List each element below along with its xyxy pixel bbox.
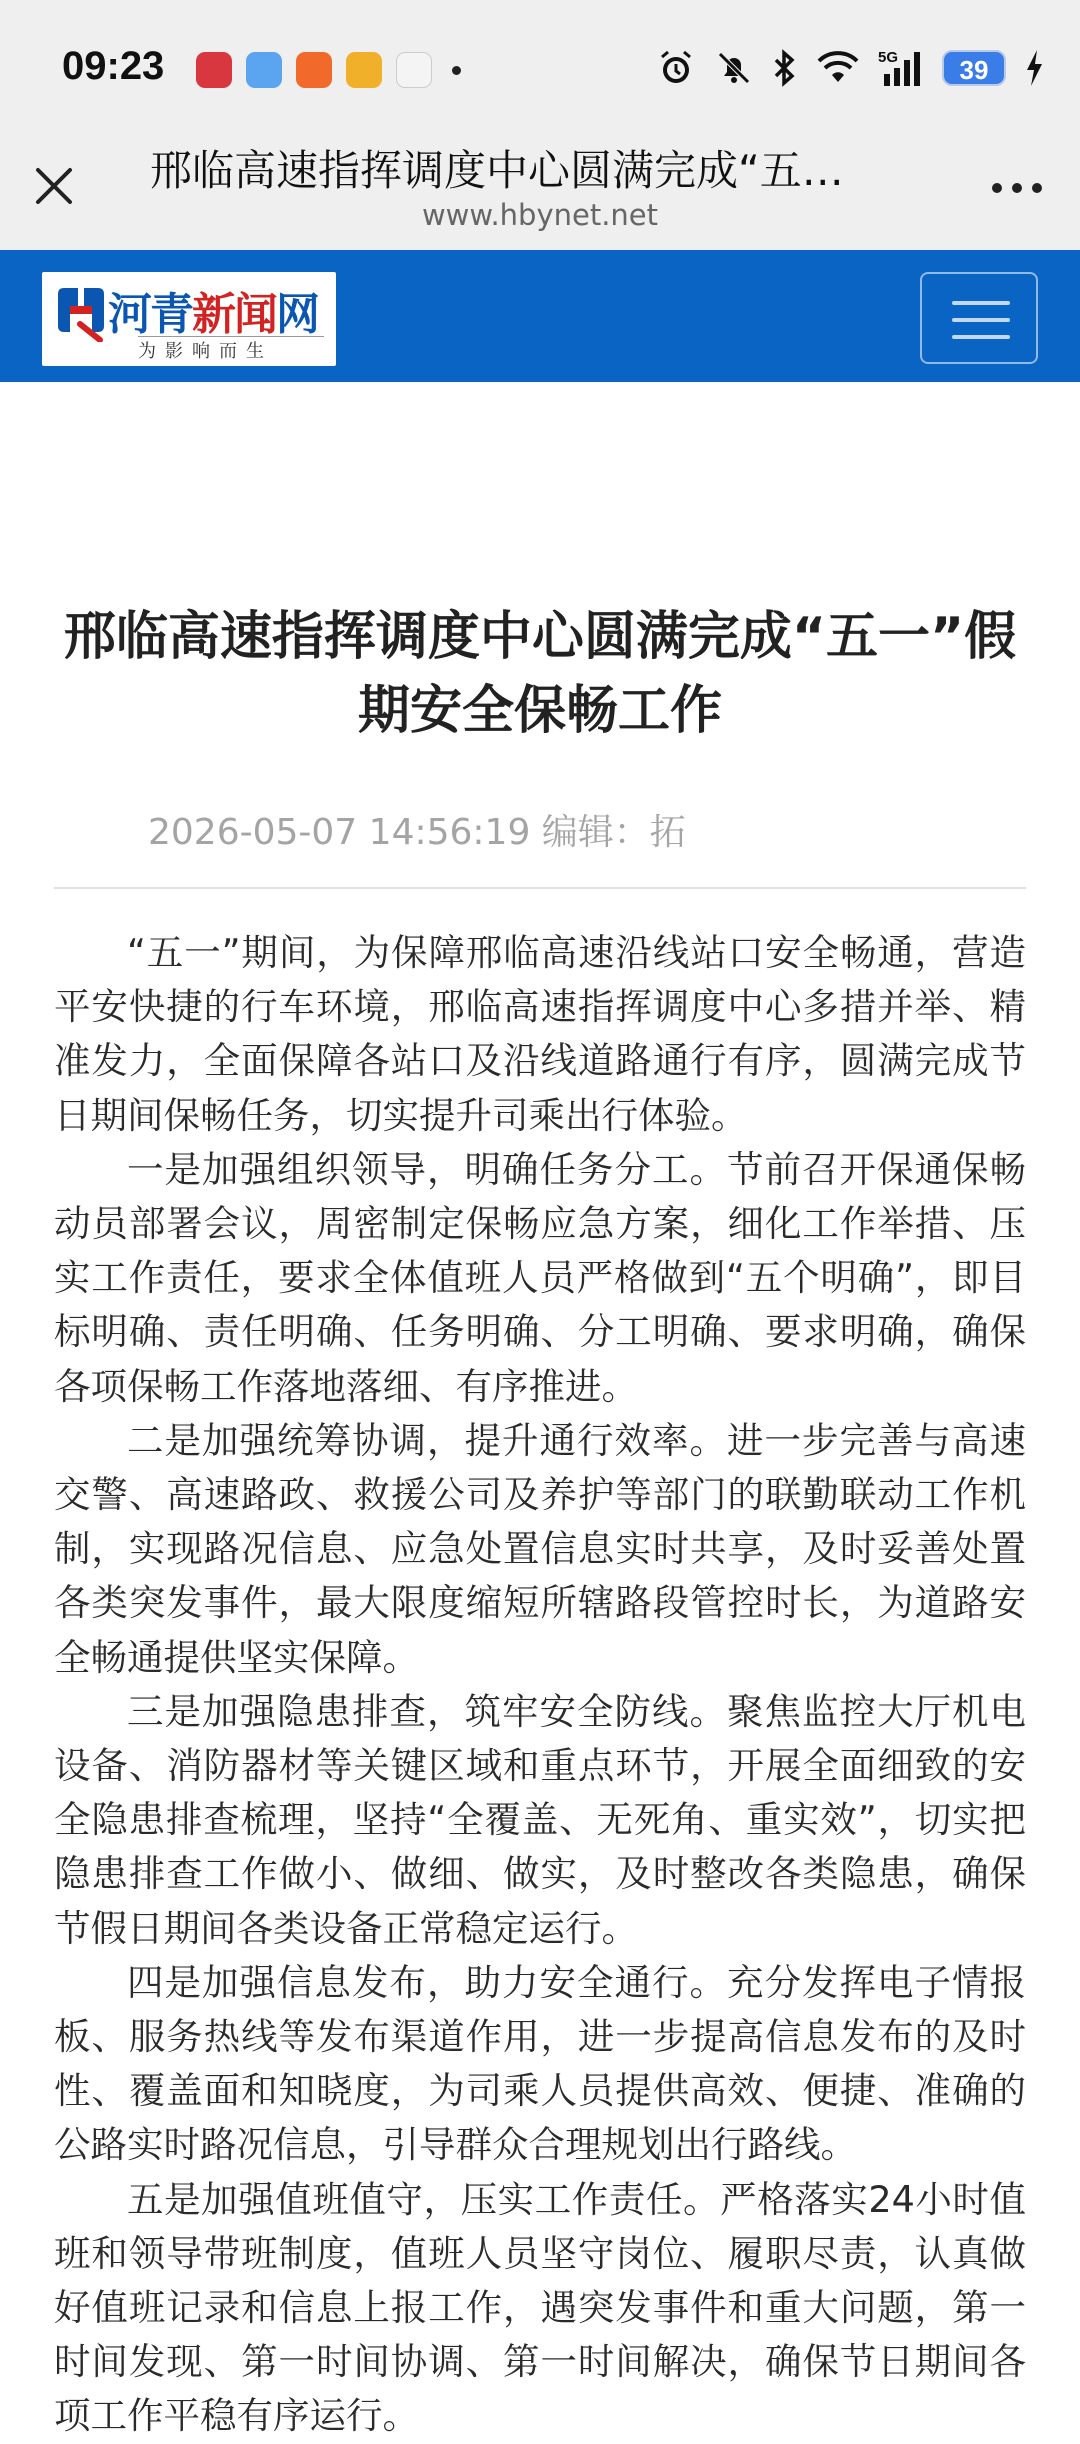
bluetooth-icon: [772, 48, 798, 88]
menu-bar-icon: [952, 301, 1010, 305]
status-time: 09:23: [62, 44, 165, 88]
oppo-icon: [396, 52, 432, 88]
article-meta: 2026-05-07 14:56:19 编辑：拓: [148, 812, 686, 853]
menu-bar-icon: [952, 318, 1010, 322]
logo-text: [108, 278, 318, 342]
more-dot-icon: [1032, 183, 1042, 193]
logo-mark-icon: [54, 284, 108, 342]
notification-icons: [196, 52, 461, 88]
article-paragraph: 四是加强信息发布，助力安全通行。充分发挥电子情报板、服务热线等发布渠道作用，进一步提高信息发布的及时性、覆盖面和知晓度，为司乘人员提供高效、便捷、准确的公路实时路况信息，引导群众合理规划出行路线。: [54, 1960, 1026, 2167]
browser-page-title: 邢临高速指挥调度中心圆满完成“五…: [150, 146, 844, 195]
close-icon[interactable]: [30, 162, 78, 210]
battery-indicator: 39: [942, 50, 1006, 86]
charging-icon: [1024, 48, 1044, 88]
mute-icon: [714, 48, 754, 88]
article-paragraph: 三是加强隐患排查，筑牢安全防线。聚焦监控大厅机电设备、消防器材等关键区域和重点环节，开展全面细致的安全隐患排查梳理，坚持“全覆盖、无死角、重实效”，切实把隐患排查工作做小、做细、做实，及时整改各类隐患，确保节假日期间各类设备正常稳定运行。: [54, 1689, 1026, 1950]
menu-button[interactable]: [920, 272, 1038, 364]
article-body: [54, 926, 1026, 2444]
article-paragraph: 一是加强组织领导，明确任务分工。节前召开保通保畅动员部署会议，周密制定保畅应急方案，细化工作举措、压实工作责任，要求全体值班人员严格做到“五个明确”，即目标明确、责任明确、任务明确、分工明确、要求明确，确保各项保畅工作落地落细、有序推进。: [54, 1147, 1026, 1408]
more-options-button[interactable]: [992, 178, 1052, 198]
svg-text:5G: 5G: [878, 49, 899, 66]
site-logo[interactable]: [42, 272, 336, 366]
more-notifications-dot: [452, 66, 461, 75]
status-bar: [0, 0, 1080, 128]
more-dot-icon: [992, 183, 1002, 193]
logo-text-part: 新闻: [192, 289, 276, 340]
logo-slogan: 为影响而生: [138, 336, 324, 363]
article-paragraph: 二是加强统筹协调，提升通行效率。进一步完善与高速交警、高速路政、救援公司及养护等部门的联勤联动工作机制，实现路况信息、应急处置信息实时共享，及时妥善处置各类突发事件，最大限度缩短所辖路段管控时长，为道路安全畅通提供坚实保障。: [54, 1418, 1026, 1679]
signal-5g-icon: [878, 48, 924, 88]
logo-text-part: 河青: [108, 289, 192, 340]
article-paragraph: 五是加强值班值守，压实工作责任。严格落实24小时值班和领导带班制度，值班人员坚守岗位、履职尽责，认真做好值班记录和信息上报工作，遇突发事件和重大问题，第一时间发现、第一时间协调、第一时间解决，确保节日期间各项工作平稳有序运行。: [54, 2177, 1026, 2438]
browser-url: www.hbynet.net: [421, 198, 659, 232]
menu-bar-icon: [952, 335, 1010, 339]
reward-icon: [346, 52, 382, 88]
apps-icon: [296, 52, 332, 88]
logo-text-part: 网: [276, 289, 318, 340]
unionpay-icon: [196, 52, 232, 88]
more-dot-icon: [1012, 183, 1022, 193]
browser-toolbar: [0, 128, 1080, 250]
system-icons: [656, 48, 1044, 88]
wifi-icon: [816, 50, 860, 86]
article-title: 邢临高速指挥调度中心圆满完成“五一”假期安全保畅工作: [63, 607, 1017, 741]
weather-icon: [246, 52, 282, 88]
alarm-icon: [656, 48, 696, 88]
divider: [54, 887, 1026, 889]
article-paragraph: “五一”期间，为保障邢临高速沿线站口安全畅通，营造平安快捷的行车环境，邢临高速指挥调度中心多措并举、精准发力，全面保障各站口及沿线道路通行有序，圆满完成节日期间保畅任务，切实提升司乘出行体验。: [54, 931, 1026, 1137]
